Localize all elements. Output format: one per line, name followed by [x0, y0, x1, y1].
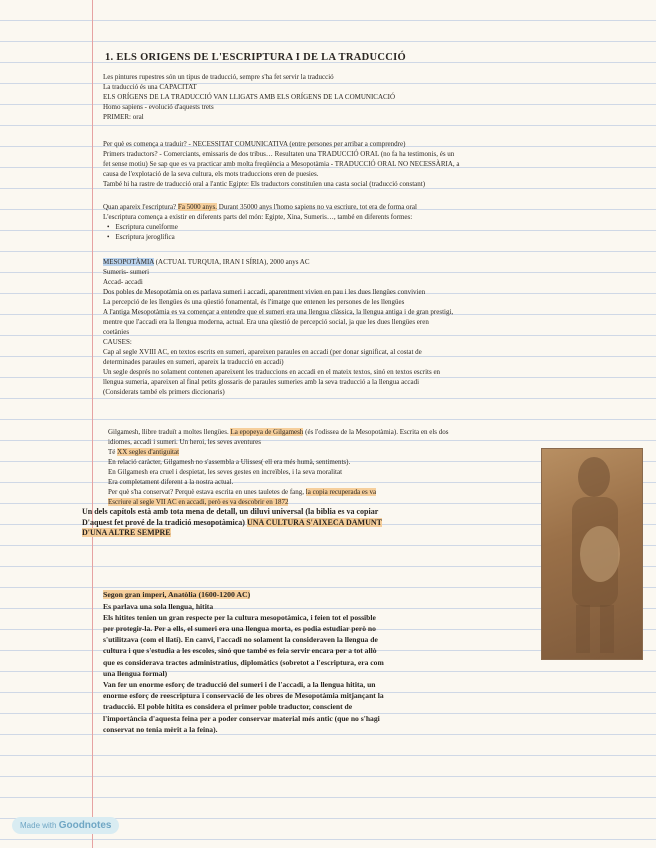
highlighted-text: Segon gran imperi, Anatòlia (1600-1200 AC): [103, 590, 251, 599]
text-line: enorme esforç de reescriptura i conservació de les obres de Mesopotàmia mitjançant la: [103, 691, 384, 701]
bold-text-line: [82, 528, 538, 539]
text-line: Els hitites tenien un gran respecte per la cultura mesopotàmica, i feien tot el possible: [103, 612, 376, 622]
text-line: ELS ORÍGENS DE LA TRADUCCIÓ VAN LLIGATS AMB ELS ORÍGENS DE LA COMUNICACIÓ: [103, 93, 396, 101]
text-line: L'escriptura comença a existir en diferents parts del món: Egipte, Xina, Sumeris…, també en diferents formes:: [103, 213, 413, 221]
text-line: Van fer un enorme esforç de traducció del sumeri i de l'accadi, a la llengua hitita, un: [103, 679, 376, 689]
text-line: A l'antiga Mesopotàmia es va començar a entendre que el sumeri era una llengua clàssica, la llengua antiga i de gran prestigi,: [103, 308, 454, 316]
text-line: [108, 427, 538, 437]
section-writing-origin: [103, 202, 548, 242]
text-line: També hi ha rastre de traducció oral a l'antic Egipte: Els traductors constituïen una casta social (traducció constant): [103, 180, 426, 188]
text-line: conservat no tenia mèrit a la feina).: [103, 724, 218, 734]
text-line: Per què es comença a traduir? - NECESSITAT COMUNICATIVA (entre persones per arribar a comprendre): [103, 140, 406, 148]
text-span: (és l'odissea de la Mesopotàmia). Escrita en els dos: [305, 428, 449, 436]
text-line: per protegir-la. Per a ells, el sumeri era una llengua morta, es podia estudiar però no: [103, 623, 376, 633]
text-line: Dos pobles de Mesopotàmia on es parlava sumeri i accadi, aparentment vivien en pau i les dues llengües convivien: [103, 288, 426, 296]
text-line: Un segle després no solament contenen apareixent les traduccions en accadi en el mateix textos, sinó en textos escrits en: [103, 368, 441, 376]
text-line: Es parlava una sola llengua, hitita: [103, 601, 214, 611]
text-line: cultura i que s'estudia a les escoles, sinó que també es feia servir encara per a tot allò: [103, 646, 377, 656]
text-line: mentre que l'accadi era la llengua moderna, actual. Era una qüestió de percepció social, ja que les dues llengües eren: [103, 318, 429, 326]
section-gilgamesh: [82, 427, 538, 539]
text-line: En relació caràcter, Gilgamesh no s'assembla a Ulisses( ell era més humà, sentiments).: [108, 458, 351, 466]
text-line: [108, 447, 538, 457]
highlighted-text: XX segles d'antiguitat: [117, 448, 180, 456]
highlighted-text: Fa 5000 anys.: [177, 203, 218, 211]
bullet-item: • Escriptura cuneïforme: [103, 222, 548, 232]
bold-text-line: [82, 518, 538, 529]
text-line: Les pintures rupestres són un tipus de traducció, sempre s'ha fet servir la traducció: [103, 73, 334, 81]
text-line: llengua sumeria, apareixen al final petits glossaris de paraules sumeries amb la seva traducció a la llengua accadi: [103, 378, 420, 386]
text-span: Quan apareix l'escriptura?: [103, 203, 177, 211]
highlighted-text: MESOPOTÀMIA: [103, 258, 154, 266]
text-line: Sumeris- sumeri: [103, 268, 150, 276]
text-span: Gilgamesh, llibre traduït a moltes llengües.: [108, 428, 229, 436]
brand-label: Goodnotes: [58, 820, 112, 831]
section-heading: [103, 257, 548, 267]
text-line: fet sense motiu) Se sap que es va practicar amb molta freqüència a Mesopotàmia - TRADUCCIÓ ORAL NO NECESSÀRIA, a: [103, 160, 460, 168]
text-line: Accad- accadi: [103, 278, 143, 286]
highlighted-text: D'UNA ALTRE SEMPRE: [82, 528, 171, 537]
text-line: que es considerava tractes administratius, diplomàtics (sobretot a l'escriptura, era com: [103, 657, 384, 667]
notebook-margin-line: [92, 0, 93, 848]
text-line: l'importància d'aquesta feina per a poder conservar material més antic (que no s'hagi: [103, 713, 380, 723]
made-with-label: Made with: [20, 821, 57, 830]
text-line: [108, 487, 538, 497]
text-line: Cap al segle XVIII AC, en textos escrits en sumeri, apareixen paraules en accadi (per donar significat, al costat de: [103, 348, 422, 356]
text-line: La percepció de les llengües és una qüestió fonamental, és l'imatge que entenen les persones de les llengües: [103, 298, 405, 306]
bullet-item: • Escriptura jeroglífica: [103, 232, 548, 242]
text-line: En Gilgamesh era cruel i despietat, les seves gestes en increïbles, i la seva moralitat: [108, 468, 343, 476]
text-line: idiomes, accadi i sumeri. Un heroi, les seves aventures: [108, 438, 261, 446]
text-line: Primers traductors? - Comerciants, emissaris de dos tribus… Resultaten una TRADUCCIÓ ORAL (no fa ha testimonis, és un: [103, 150, 455, 158]
text-line: coetànies: [103, 328, 130, 336]
section-why-translate: [103, 139, 548, 189]
text-span: Té: [108, 448, 116, 456]
section-mesopotamia: [103, 257, 548, 397]
text-line: s'utilitzava (com el llatí). En canvi, l'accadi no solament la consideraven la llengua de: [103, 635, 378, 645]
text-line: determinades paraules en sumeri, apareix la traducció en accadi): [103, 358, 284, 366]
text-line: [108, 497, 538, 507]
section-heading: [103, 590, 523, 601]
text-span: Durant 35000 anys l'homo sapiens no va escriure, tot era de forma oral: [218, 203, 417, 211]
section-intro: [103, 72, 548, 122]
section-anatolia: [103, 590, 523, 735]
text-line: La traducció és una CAPACITAT: [103, 83, 197, 91]
text-span: (ACTUAL TURQUIA, IRAN I SÍRIA), 2000 anys AC: [155, 258, 310, 266]
text-line: Era completament diferent a la nostra actual.: [108, 478, 234, 486]
highlighted-text: La epopeya de Gilgamesh: [230, 428, 304, 436]
goodnotes-badge[interactable]: [12, 817, 119, 834]
relief-figure-icon: [542, 449, 642, 659]
highlighted-text: Escriure al segle VII AC en accadi, però es va descobrir en 1872: [108, 498, 289, 506]
highlighted-text: la copia recuperada es va: [305, 488, 377, 496]
gilgamesh-relief-image: [541, 448, 643, 660]
text-line: PRIMER: oral: [103, 113, 144, 121]
highlighted-text: UNA CULTURA S'AIXECA DAMUNT: [246, 517, 382, 527]
text-line: traducció. El poble hitita es considera el primer poble traductor, conscient de: [103, 702, 353, 712]
text-span: D'aquest fet prové de la tradició mesopotàmica): [82, 517, 245, 527]
bold-text-line: Un dels capítols està amb tota mena de detall, un diluvi universal (la biblia es va copiar: [82, 507, 379, 516]
text-line: causa de l'explotació de la seva cultura, els mots traduccions eren de puesies.: [103, 170, 319, 178]
text-line: una llengua formal): [103, 668, 168, 678]
text-line: (Considerats també els primers diccionaris): [103, 388, 225, 396]
text-line: [103, 202, 548, 212]
text-line: Homo sapiens - evolució d'aquests trets: [103, 103, 214, 111]
text-line: CAUSES:: [103, 338, 132, 346]
page-title: 1. ELS ORIGENS DE L'ESCRIPTURA I DE LA TRADUCCIÓ: [105, 52, 406, 63]
text-span: Per què s'ha conservat? Perquè estava escrita en unes tauletes de fang,: [108, 488, 305, 496]
